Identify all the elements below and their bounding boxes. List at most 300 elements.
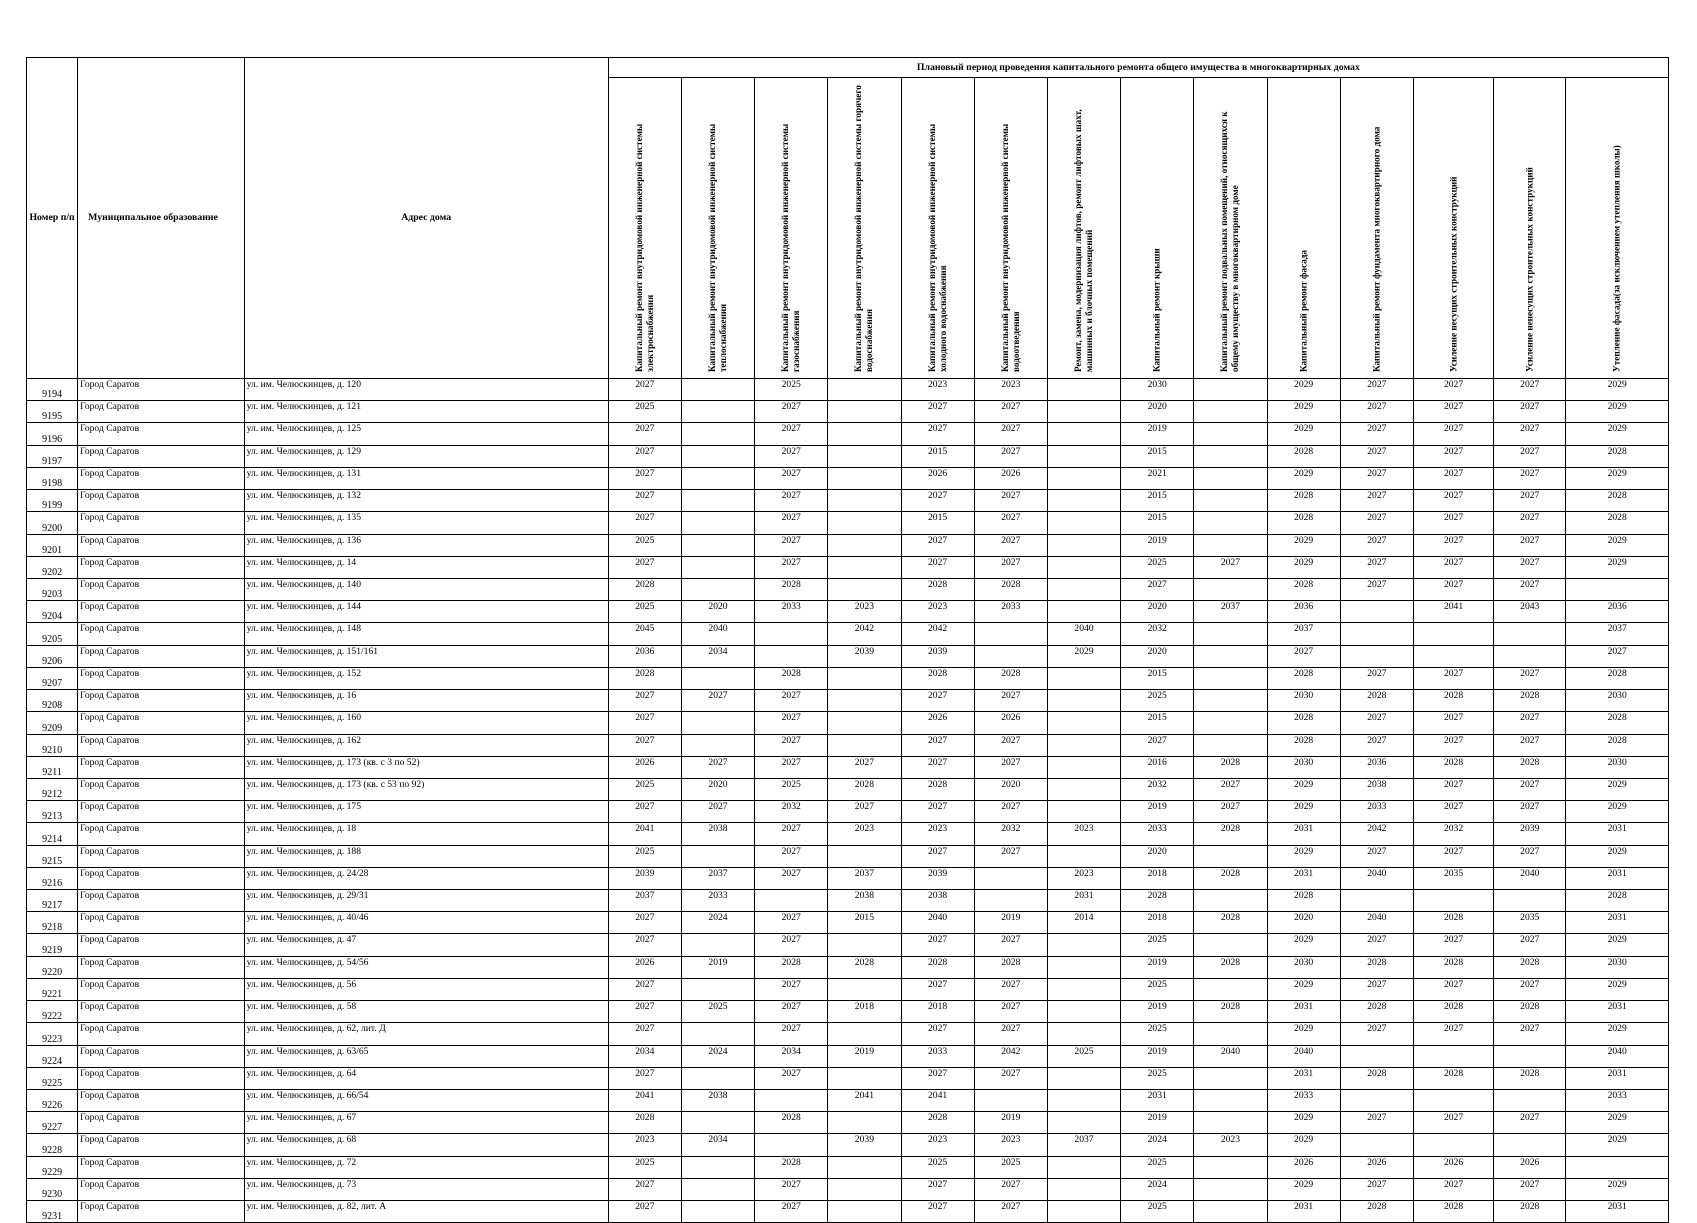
- row-municipality: Город Саратов: [78, 1045, 244, 1067]
- row-year-cell: 2038: [681, 823, 754, 845]
- table-row: [27, 712, 1669, 734]
- row-year-cell: 2020: [1121, 601, 1194, 623]
- row-year-cell: [828, 1023, 901, 1045]
- row-year-cell: 2023: [974, 1134, 1047, 1156]
- row-year-cell: 2028: [1340, 1067, 1413, 1089]
- row-year-cell: 2025: [1121, 1156, 1194, 1178]
- header-column-3: [755, 78, 828, 379]
- row-year-cell: 2030: [1267, 756, 1340, 778]
- row-year-cell: [974, 623, 1047, 645]
- row-year-cell: 2027: [1413, 978, 1493, 1000]
- row-address: ул. им. Челюскинцев, д. 188: [244, 845, 608, 867]
- table-row: [27, 867, 1669, 889]
- row-address: ул. им. Челюскинцев, д. 82, лит. А: [244, 1201, 608, 1223]
- row-year-cell: [1494, 1134, 1566, 1156]
- row-number: 9219: [27, 934, 78, 956]
- row-year-cell: [1340, 1045, 1413, 1067]
- row-address: ул. им. Челюскинцев, д. 72: [244, 1156, 608, 1178]
- row-year-cell: 2029: [1267, 1112, 1340, 1134]
- row-year-cell: 2027: [1494, 578, 1566, 600]
- row-year-cell: 2029: [1566, 1112, 1669, 1134]
- row-address: ул. им. Челюскинцев, д. 136: [244, 534, 608, 556]
- row-year-cell: 2027: [1340, 423, 1413, 445]
- row-municipality: Город Саратов: [78, 623, 244, 645]
- row-year-cell: [1047, 556, 1120, 578]
- row-year-cell: 2027: [608, 734, 681, 756]
- row-year-cell: 2028: [1566, 890, 1669, 912]
- row-year-cell: 2027: [901, 734, 974, 756]
- header-column-11: [1340, 78, 1413, 379]
- row-year-cell: 2033: [1267, 1090, 1340, 1112]
- row-municipality: Город Саратов: [78, 578, 244, 600]
- row-year-cell: 2025: [608, 845, 681, 867]
- row-year-cell: [1047, 934, 1120, 956]
- row-municipality: Город Саратов: [78, 1201, 244, 1223]
- row-year-cell: 2027: [1340, 1023, 1413, 1045]
- row-year-cell: 2037: [1047, 1134, 1120, 1156]
- row-year-cell: [681, 1112, 754, 1134]
- header-municipality: Муниципальное образование: [78, 58, 244, 379]
- row-year-cell: 2030: [1121, 379, 1194, 401]
- row-number: 9231: [27, 1201, 78, 1223]
- row-year-cell: 2025: [1047, 1045, 1120, 1067]
- row-year-cell: [1194, 1067, 1267, 1089]
- row-year-cell: 2029: [1566, 556, 1669, 578]
- row-year-cell: 2018: [1121, 867, 1194, 889]
- row-year-cell: 2027: [1494, 801, 1566, 823]
- row-address: ул. им. Челюскинцев, д. 144: [244, 601, 608, 623]
- row-year-cell: [1194, 534, 1267, 556]
- row-year-cell: 2027: [1494, 512, 1566, 534]
- row-year-cell: 2029: [1267, 1023, 1340, 1045]
- row-municipality: Город Саратов: [78, 467, 244, 489]
- row-year-cell: 2028: [1413, 756, 1493, 778]
- row-year-cell: [974, 645, 1047, 667]
- row-year-cell: 2029: [1267, 556, 1340, 578]
- row-number: 9212: [27, 778, 78, 800]
- row-year-cell: 2029: [1267, 401, 1340, 423]
- row-year-cell: 2040: [681, 623, 754, 645]
- row-year-cell: 2031: [1566, 1001, 1669, 1023]
- table-row: [27, 890, 1669, 912]
- row-year-cell: [828, 690, 901, 712]
- row-year-cell: 2038: [901, 890, 974, 912]
- row-year-cell: 2027: [681, 801, 754, 823]
- row-year-cell: 2027: [1340, 667, 1413, 689]
- row-year-cell: [1047, 978, 1120, 1000]
- row-year-cell: 2019: [1121, 1001, 1194, 1023]
- row-year-cell: 2027: [1194, 801, 1267, 823]
- row-year-cell: 2040: [1194, 1045, 1267, 1067]
- row-municipality: Город Саратов: [78, 823, 244, 845]
- row-municipality: Город Саратов: [78, 490, 244, 512]
- row-year-cell: 2018: [901, 1001, 974, 1023]
- row-year-cell: 2027: [1494, 467, 1566, 489]
- row-municipality: Город Саратов: [78, 1178, 244, 1200]
- row-year-cell: 2027: [755, 756, 828, 778]
- row-year-cell: 2027: [755, 734, 828, 756]
- row-year-cell: 2028: [1494, 1067, 1566, 1089]
- row-number: 9215: [27, 845, 78, 867]
- row-number: 9206: [27, 645, 78, 667]
- row-year-cell: 2030: [1566, 690, 1669, 712]
- row-year-cell: 2027: [1494, 978, 1566, 1000]
- row-year-cell: 2027: [901, 1067, 974, 1089]
- row-year-cell: 2027: [608, 934, 681, 956]
- row-year-cell: [1047, 578, 1120, 600]
- row-year-cell: 2027: [974, 445, 1047, 467]
- row-year-cell: 2027: [1413, 778, 1493, 800]
- row-year-cell: 2027: [755, 534, 828, 556]
- row-year-cell: 2028: [828, 956, 901, 978]
- row-year-cell: 2027: [1413, 578, 1493, 600]
- row-year-cell: 2019: [974, 1112, 1047, 1134]
- row-year-cell: 2027: [755, 1001, 828, 1023]
- row-year-cell: 2027: [1413, 734, 1493, 756]
- row-number: 9222: [27, 1001, 78, 1023]
- row-year-cell: 2043: [1494, 601, 1566, 623]
- row-year-cell: 2027: [1267, 645, 1340, 667]
- row-year-cell: 2027: [755, 512, 828, 534]
- row-year-cell: [1494, 623, 1566, 645]
- row-year-cell: 2027: [1121, 734, 1194, 756]
- row-year-cell: 2029: [1267, 1134, 1340, 1156]
- row-address: ул. им. Челюскинцев, д. 135: [244, 512, 608, 534]
- row-year-cell: [1413, 1134, 1493, 1156]
- row-year-cell: 2038: [1340, 778, 1413, 800]
- row-year-cell: [681, 1156, 754, 1178]
- table-row: [27, 467, 1669, 489]
- table-row: [27, 379, 1669, 401]
- row-year-cell: 2032: [755, 801, 828, 823]
- row-year-cell: 2028: [1267, 712, 1340, 734]
- row-year-cell: 2024: [681, 1045, 754, 1067]
- header-column-label: Капитальный ремонт внутридомовой инженерной системы электроснабжения: [633, 123, 655, 372]
- row-year-cell: 2036: [1566, 601, 1669, 623]
- row-number: 9203: [27, 578, 78, 600]
- row-year-cell: 2027: [1494, 778, 1566, 800]
- row-year-cell: 2023: [1047, 867, 1120, 889]
- row-year-cell: [1494, 645, 1566, 667]
- row-year-cell: 2025: [974, 1156, 1047, 1178]
- row-year-cell: [755, 623, 828, 645]
- row-year-cell: 2038: [681, 1090, 754, 1112]
- row-year-cell: 2028: [1194, 1001, 1267, 1023]
- row-year-cell: [1340, 1134, 1413, 1156]
- row-year-cell: 2027: [1494, 423, 1566, 445]
- row-year-cell: 2042: [974, 1045, 1047, 1067]
- row-year-cell: 2025: [608, 778, 681, 800]
- row-year-cell: [681, 445, 754, 467]
- row-year-cell: 2033: [1566, 1090, 1669, 1112]
- row-year-cell: [1047, 667, 1120, 689]
- row-year-cell: 2027: [974, 423, 1047, 445]
- row-municipality: Город Саратов: [78, 601, 244, 623]
- row-year-cell: [1047, 1178, 1120, 1200]
- table-row: [27, 534, 1669, 556]
- row-year-cell: 2031: [1267, 1067, 1340, 1089]
- row-year-cell: 2028: [1413, 912, 1493, 934]
- row-year-cell: 2027: [901, 690, 974, 712]
- row-year-cell: 2032: [1121, 778, 1194, 800]
- row-year-cell: 2027: [755, 1067, 828, 1089]
- row-year-cell: 2027: [681, 690, 754, 712]
- row-year-cell: 2020: [1121, 845, 1194, 867]
- row-year-cell: [1494, 1045, 1566, 1067]
- row-address: ул. им. Челюскинцев, д. 47: [244, 934, 608, 956]
- row-year-cell: [1047, 1001, 1120, 1023]
- table-row: [27, 1178, 1669, 1200]
- row-address: ул. им. Челюскинцев, д. 151/161: [244, 645, 608, 667]
- row-year-cell: 2027: [901, 556, 974, 578]
- row-year-cell: [974, 890, 1047, 912]
- row-year-cell: 2027: [1340, 490, 1413, 512]
- row-year-cell: 2027: [608, 801, 681, 823]
- row-year-cell: 2020: [974, 778, 1047, 800]
- row-municipality: Город Саратов: [78, 956, 244, 978]
- row-year-cell: 2027: [608, 556, 681, 578]
- row-year-cell: 2029: [1267, 934, 1340, 956]
- row-year-cell: [1413, 890, 1493, 912]
- row-number: 9210: [27, 734, 78, 756]
- row-year-cell: [1194, 423, 1267, 445]
- row-year-cell: [1194, 1178, 1267, 1200]
- row-address: ул. им. Челюскинцев, д. 152: [244, 667, 608, 689]
- row-year-cell: 2019: [1121, 1045, 1194, 1067]
- row-year-cell: 2026: [608, 756, 681, 778]
- row-number: 9223: [27, 1023, 78, 1045]
- row-year-cell: [1047, 445, 1120, 467]
- header-column-label: Утепление фасада(за исключением утепления школы): [1611, 145, 1622, 372]
- row-year-cell: [755, 645, 828, 667]
- row-year-cell: 2028: [1267, 445, 1340, 467]
- row-year-cell: 2039: [608, 867, 681, 889]
- row-year-cell: 2028: [1340, 1201, 1413, 1223]
- row-year-cell: 2036: [1267, 601, 1340, 623]
- row-year-cell: 2028: [1566, 445, 1669, 467]
- row-municipality: Город Саратов: [78, 867, 244, 889]
- row-year-cell: 2030: [1267, 956, 1340, 978]
- row-year-cell: 2028: [1413, 1201, 1493, 1223]
- row-municipality: Город Саратов: [78, 534, 244, 556]
- table-row: [27, 734, 1669, 756]
- row-year-cell: 2027: [1494, 667, 1566, 689]
- row-year-cell: 2026: [901, 712, 974, 734]
- header-column-label: Капитальный ремонт крыши: [1151, 248, 1162, 372]
- row-number: 9230: [27, 1178, 78, 1200]
- row-year-cell: [681, 734, 754, 756]
- row-year-cell: [1413, 1090, 1493, 1112]
- row-year-cell: 2027: [974, 534, 1047, 556]
- row-year-cell: 2025: [1121, 556, 1194, 578]
- row-address: ул. им. Челюскинцев, д. 56: [244, 978, 608, 1000]
- table-row: [27, 978, 1669, 1000]
- row-year-cell: 2028: [901, 667, 974, 689]
- row-year-cell: 2019: [1121, 423, 1194, 445]
- row-year-cell: 2027: [608, 490, 681, 512]
- table-row: [27, 512, 1669, 534]
- row-year-cell: [1047, 467, 1120, 489]
- row-municipality: Город Саратов: [78, 379, 244, 401]
- row-address: ул. им. Челюскинцев, д. 121: [244, 401, 608, 423]
- row-year-cell: 2027: [974, 756, 1047, 778]
- row-year-cell: 2028: [755, 956, 828, 978]
- row-year-cell: 2033: [1340, 801, 1413, 823]
- row-year-cell: 2028: [901, 956, 974, 978]
- row-year-cell: 2025: [681, 1001, 754, 1023]
- row-year-cell: 2028: [1413, 956, 1493, 978]
- row-year-cell: 2028: [1267, 490, 1340, 512]
- row-year-cell: 2027: [1413, 801, 1493, 823]
- row-year-cell: 2027: [1194, 778, 1267, 800]
- row-year-cell: 2028: [608, 1112, 681, 1134]
- row-year-cell: 2027: [608, 912, 681, 934]
- row-year-cell: 2027: [901, 801, 974, 823]
- row-year-cell: 2025: [755, 778, 828, 800]
- row-year-cell: [1413, 645, 1493, 667]
- row-year-cell: 2019: [1121, 1112, 1194, 1134]
- row-year-cell: 2045: [608, 623, 681, 645]
- table-row: [27, 1023, 1669, 1045]
- row-year-cell: 2027: [1340, 556, 1413, 578]
- row-year-cell: [1413, 1045, 1493, 1067]
- row-year-cell: 2040: [901, 912, 974, 934]
- row-year-cell: 2031: [1566, 1067, 1669, 1089]
- row-year-cell: 2040: [1566, 1045, 1669, 1067]
- row-municipality: Город Саратов: [78, 801, 244, 823]
- row-year-cell: 2027: [901, 756, 974, 778]
- row-year-cell: [828, 379, 901, 401]
- row-year-cell: 2028: [1267, 578, 1340, 600]
- row-year-cell: [1194, 512, 1267, 534]
- row-number: 9229: [27, 1156, 78, 1178]
- row-number: 9195: [27, 401, 78, 423]
- row-year-cell: [1194, 734, 1267, 756]
- row-year-cell: 2027: [1340, 934, 1413, 956]
- row-year-cell: 2027: [974, 690, 1047, 712]
- row-year-cell: 2027: [974, 490, 1047, 512]
- row-year-cell: 2027: [1413, 512, 1493, 534]
- row-municipality: Город Саратов: [78, 712, 244, 734]
- row-year-cell: 2031: [1121, 1090, 1194, 1112]
- row-year-cell: [1413, 623, 1493, 645]
- row-year-cell: [828, 578, 901, 600]
- row-year-cell: [1194, 645, 1267, 667]
- row-year-cell: 2023: [1047, 823, 1120, 845]
- row-year-cell: 2032: [1413, 823, 1493, 845]
- row-year-cell: 2028: [1267, 734, 1340, 756]
- row-year-cell: 2027: [755, 823, 828, 845]
- row-year-cell: 2027: [608, 1023, 681, 1045]
- row-year-cell: 2023: [901, 379, 974, 401]
- header-column-label: Капитальный ремонт фасада: [1298, 250, 1309, 372]
- row-address: ул. им. Челюскинцев, д. 14: [244, 556, 608, 578]
- row-year-cell: [828, 467, 901, 489]
- row-year-cell: [828, 556, 901, 578]
- row-year-cell: 2034: [681, 1134, 754, 1156]
- row-year-cell: 2027: [1494, 401, 1566, 423]
- row-year-cell: 2027: [901, 490, 974, 512]
- row-municipality: Город Саратов: [78, 1090, 244, 1112]
- table-row: [27, 690, 1669, 712]
- row-year-cell: [1340, 1090, 1413, 1112]
- row-number: 9208: [27, 690, 78, 712]
- row-address: ул. им. Челюскинцев, д. 73: [244, 1178, 608, 1200]
- row-year-cell: 2028: [755, 1112, 828, 1134]
- row-year-cell: [1047, 1067, 1120, 1089]
- row-address: ул. им. Челюскинцев, д. 175: [244, 801, 608, 823]
- row-year-cell: [828, 512, 901, 534]
- row-year-cell: 2029: [1566, 1134, 1669, 1156]
- table-row: [27, 823, 1669, 845]
- row-year-cell: 2027: [1340, 534, 1413, 556]
- row-year-cell: [1047, 1023, 1120, 1045]
- row-year-cell: 2026: [1494, 1156, 1566, 1178]
- row-year-cell: 2023: [901, 601, 974, 623]
- row-number: 9209: [27, 712, 78, 734]
- row-year-cell: [828, 1201, 901, 1223]
- row-year-cell: 2029: [1267, 801, 1340, 823]
- row-year-cell: 2025: [1121, 978, 1194, 1000]
- row-year-cell: 2019: [1121, 801, 1194, 823]
- row-municipality: Город Саратов: [78, 734, 244, 756]
- row-year-cell: [828, 734, 901, 756]
- row-year-cell: 2037: [681, 867, 754, 889]
- table-row: [27, 645, 1669, 667]
- row-year-cell: 2027: [1494, 534, 1566, 556]
- row-year-cell: 2024: [1121, 1134, 1194, 1156]
- table-row: [27, 778, 1669, 800]
- row-year-cell: 2027: [755, 1178, 828, 1200]
- row-number: 9221: [27, 978, 78, 1000]
- row-year-cell: 2027: [1413, 934, 1493, 956]
- row-year-cell: 2029: [1267, 467, 1340, 489]
- row-year-cell: 2028: [1494, 1001, 1566, 1023]
- row-year-cell: [1194, 1156, 1267, 1178]
- row-year-cell: [1194, 623, 1267, 645]
- row-municipality: Город Саратов: [78, 912, 244, 934]
- row-year-cell: 2027: [1340, 734, 1413, 756]
- row-year-cell: [1194, 1201, 1267, 1223]
- row-year-cell: [681, 578, 754, 600]
- row-municipality: Город Саратов: [78, 556, 244, 578]
- row-number: 9213: [27, 801, 78, 823]
- row-year-cell: 2027: [1413, 667, 1493, 689]
- row-year-cell: 2025: [608, 401, 681, 423]
- row-year-cell: 2034: [681, 645, 754, 667]
- row-year-cell: 2027: [901, 1178, 974, 1200]
- table-row: [27, 601, 1669, 623]
- row-year-cell: 2027: [1413, 423, 1493, 445]
- row-year-cell: [681, 490, 754, 512]
- row-year-cell: 2027: [974, 1023, 1047, 1045]
- row-year-cell: 2024: [681, 912, 754, 934]
- header-column-12: [1413, 78, 1493, 379]
- header-column-14: [1566, 78, 1669, 379]
- row-year-cell: 2040: [1340, 867, 1413, 889]
- row-year-cell: [1340, 601, 1413, 623]
- row-year-cell: 2028: [1566, 712, 1669, 734]
- row-year-cell: 2019: [828, 1045, 901, 1067]
- row-address: ул. им. Челюскинцев, д. 24/28: [244, 867, 608, 889]
- row-year-cell: 2028: [755, 578, 828, 600]
- row-address: ул. им. Челюскинцев, д. 132: [244, 490, 608, 512]
- row-address: ул. им. Челюскинцев, д. 62, лит. Д: [244, 1023, 608, 1045]
- row-year-cell: 2027: [901, 845, 974, 867]
- row-year-cell: [681, 1067, 754, 1089]
- row-address: ул. им. Челюскинцев, д. 58: [244, 1001, 608, 1023]
- row-year-cell: 2027: [1340, 1112, 1413, 1134]
